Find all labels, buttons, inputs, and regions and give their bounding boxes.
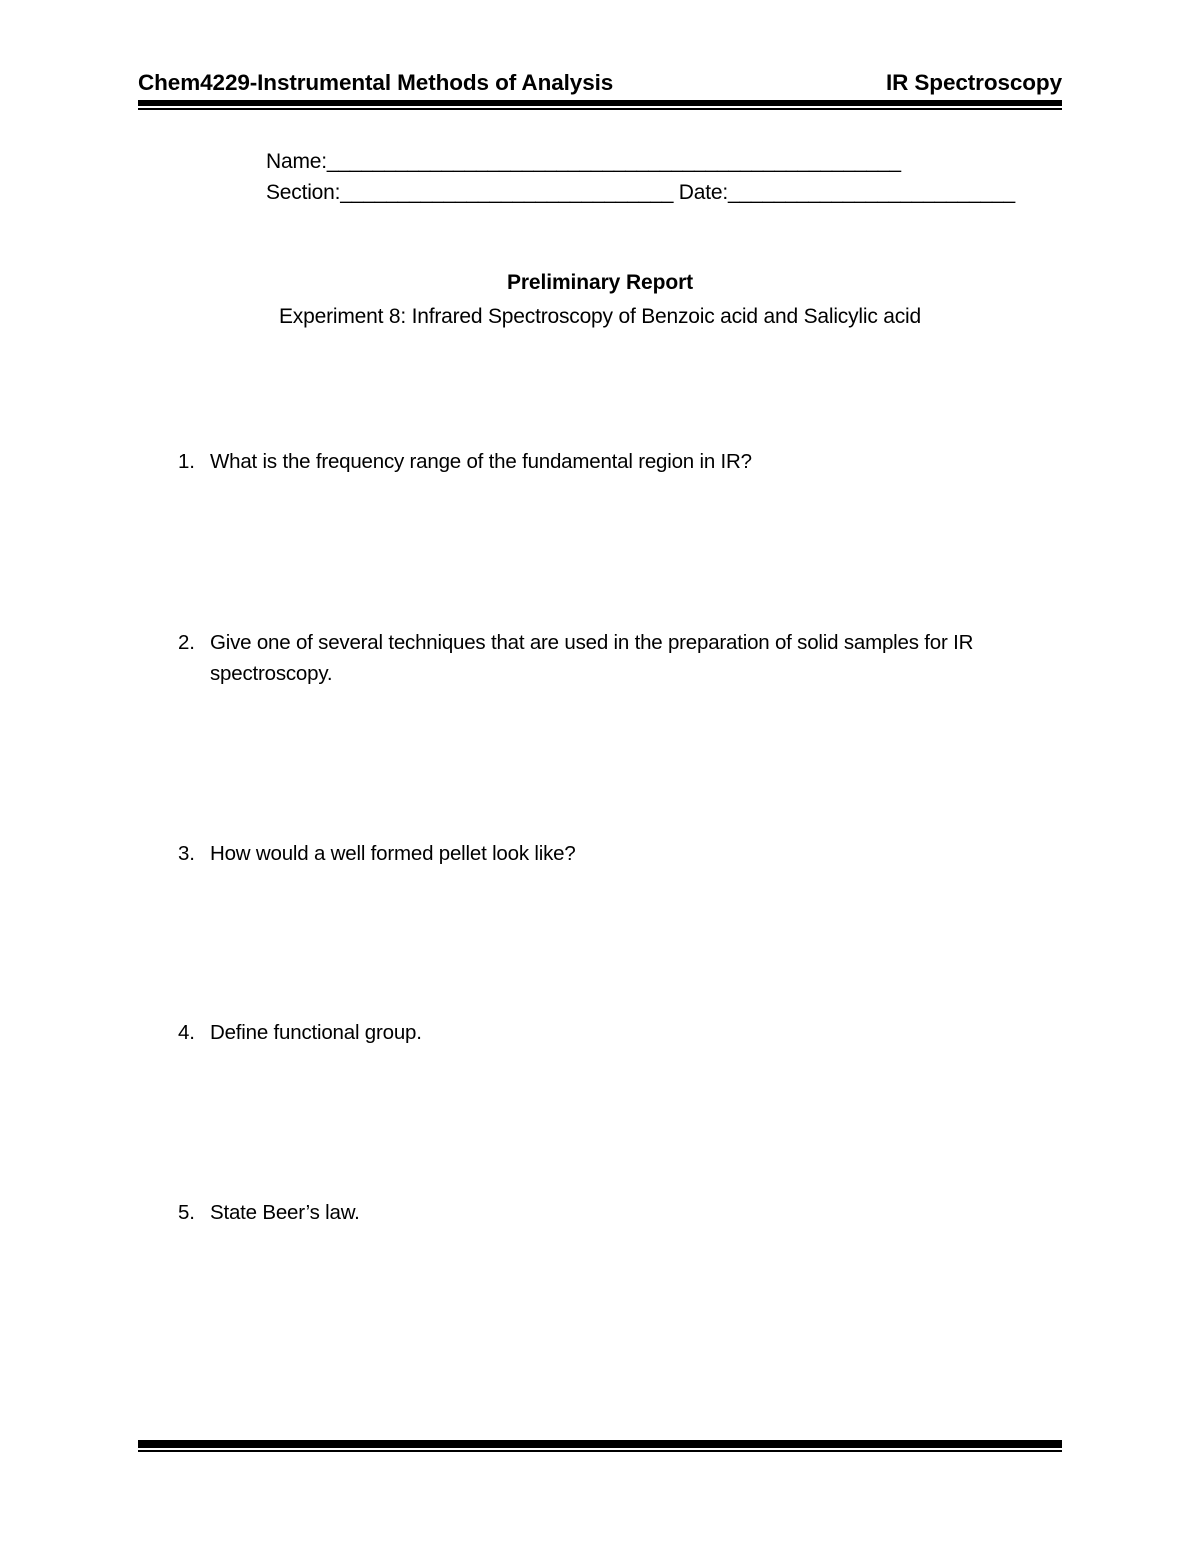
question-number-4: 4. [178,1021,195,1044]
question-item-1 [178,446,1038,477]
question-number-2: 2. [178,631,195,654]
question-number-1: 1. [178,450,195,473]
question-item-3 [178,838,1038,869]
question-item-2 [178,627,1038,689]
header-divider [138,100,1062,110]
question-text-2: Give one of several techniques that are used in the preparation of solid samples for IR spectroscopy. [210,631,974,685]
answer-space-1 [178,477,1038,627]
question-text-1: What is the frequency range of the fundamental region in IR? [210,450,752,473]
answer-space-2 [178,689,1038,838]
answer-space-3 [178,869,1038,1017]
header-course-title: Chem4229-Instrumental Methods of Analysis [138,70,614,95]
name-field-line[interactable]: Name:__________________________________________________ [266,150,901,173]
page-title: Preliminary Report [506,271,694,294]
header-topic-title: IR Spectroscopy [885,70,1062,95]
section-date-field-line[interactable]: Section:_____________________________ Date:_________________________ [266,181,1015,204]
question-text-3: How would a well formed pellet look like? [210,842,576,865]
student-info-fields [266,146,1015,208]
header-divider-thin-line [138,108,1062,110]
question-item-5 [178,1197,1038,1228]
question-item-4 [178,1017,1038,1048]
questions-list [178,446,1038,1228]
answer-space-4 [178,1048,1038,1197]
page-header [138,70,1062,96]
page-subtitle: Experiment 8: Infrared Spectroscopy of Benzoic acid and Salicylic acid [279,305,921,328]
question-text-5: State Beer’s law. [210,1201,360,1224]
question-number-5: 5. [178,1201,195,1224]
footer-divider-thin-line [138,1450,1062,1452]
question-number-3: 3. [178,842,195,865]
footer-divider [138,1440,1062,1452]
footer-divider-thick-line [138,1440,1062,1448]
title-block [138,268,1062,332]
question-text-4: Define functional group. [210,1021,422,1044]
